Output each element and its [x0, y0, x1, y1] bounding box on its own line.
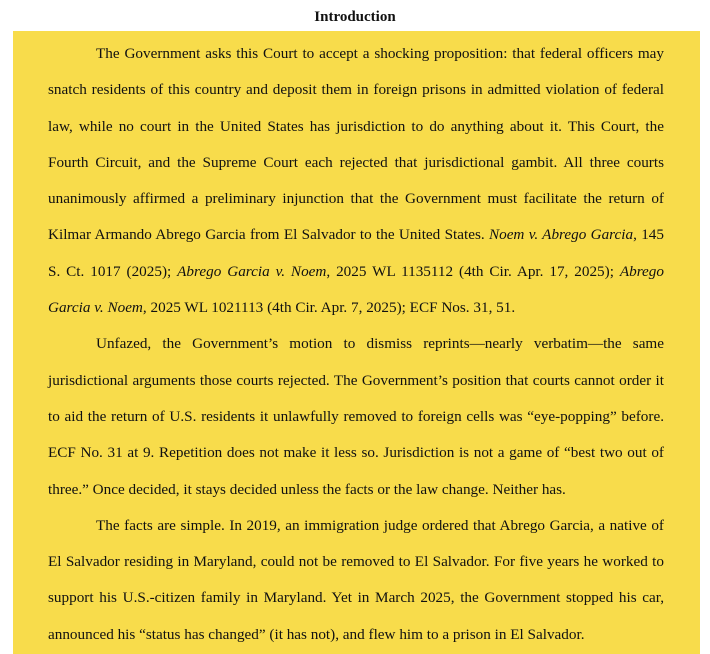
paragraph-2 [48, 326, 664, 507]
text-segment: The Government asks this Court to accept a shocking proposition: that federal officers may snatch residents of this country and deposit them in foreign prisons in admitted violation of federal law, while no court in the United States has jurisdiction to do anything about it. This Court, the Fourth Circuit, and the Supreme Court each rejected that jurisdictional gambit. All three courts unanimously affirmed a preliminary injunction that the Government must facilitate the return of Kilmar Armando Abrego Garcia from El Salvador to the United States. [48, 45, 664, 244]
case-citation: Abrego Garcia v. Noem [48, 262, 664, 317]
paragraph-3 [48, 508, 664, 653]
body-text [48, 36, 664, 653]
text-segment: , 145 S. Ct. 1017 (2025); [48, 226, 664, 280]
paragraph-1 [48, 36, 664, 326]
case-citation: Noem v. Abrego Garcia [488, 226, 634, 244]
text-segment: , 2025 WL 1135112 (4th Cir. Apr. 17, 2025); [326, 262, 620, 280]
case-citation: Abrego Garcia v. Noem [177, 262, 327, 280]
text-segment: , 2025 WL 1021113 (4th Cir. Apr. 7, 2025); ECF Nos. 31, 51. [142, 299, 516, 317]
section-heading: Introduction [314, 9, 396, 25]
text-segment: The facts are simple. In 2019, an immigration judge ordered that Abrego Garcia, a native of El Salvador residing in Maryland, could not be removed to El Salvador. For five years he worked to support his U.S.-citizen family in Maryland. Yet in March 2025, the Government stopped his car, announced his “status has changed” (it has not), and flew him to a prison in El Salvador. [48, 516, 664, 643]
text-segment: Unfazed, the Government’s motion to dismiss reprints—nearly verbatim—the same jurisdictional arguments those courts rejected. The Government’s position that courts cannot order it to aid the return of U.S. residents it unlawfully removed to foreign cells was “eye-popping” before. ECF No. 31 at 9. Repetition does not make it less so. Jurisdiction is not a game of “best two out of three.” Once decided, it stays decided unless the facts or the law change. Neither has. [48, 335, 664, 498]
